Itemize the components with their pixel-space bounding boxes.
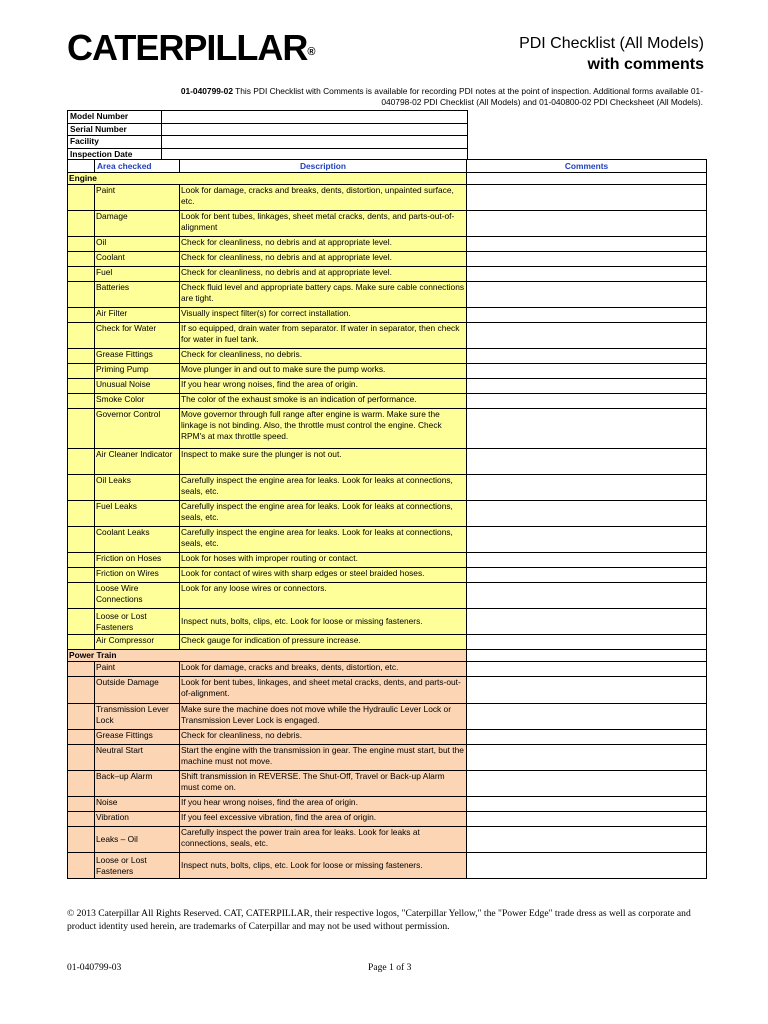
registered-mark: ® <box>307 46 316 58</box>
section-comment-cell <box>467 650 707 662</box>
comments-cell[interactable] <box>467 635 707 650</box>
description-cell: Check for cleanliness, no debris and at appropriate level. <box>180 267 467 282</box>
check-box-cell[interactable] <box>68 677 95 704</box>
check-box-cell[interactable] <box>68 553 95 568</box>
check-box-cell[interactable] <box>68 853 95 879</box>
table-row <box>68 568 707 583</box>
area-checked-cell: Fuel Leaks <box>95 501 180 527</box>
description-cell: Start the engine with the transmission in gear. The engine must start, but the machine must not move. <box>180 745 467 771</box>
comments-cell[interactable] <box>467 252 707 267</box>
area-checked-cell: Air Cleaner Indicator <box>95 449 180 475</box>
comments-cell[interactable] <box>467 237 707 252</box>
description-cell: Check for cleanliness, no debris and at appropriate level. <box>180 252 467 267</box>
comments-cell[interactable] <box>467 609 707 635</box>
check-column-header <box>68 160 95 173</box>
description-cell: Inspect nuts, bolts, clips, etc. Look for loose or missing fasteners. <box>180 853 467 879</box>
area-checked-cell: Noise <box>95 797 180 812</box>
comments-column-header: Comments <box>467 160 707 173</box>
area-checked-cell: Grease Fittings <box>95 730 180 745</box>
table-row <box>68 308 707 323</box>
field-label: Facility <box>68 136 162 149</box>
comments-cell[interactable] <box>467 364 707 379</box>
table-row <box>68 704 707 730</box>
comments-cell[interactable] <box>467 394 707 409</box>
comments-cell[interactable] <box>467 568 707 583</box>
comments-cell[interactable] <box>467 379 707 394</box>
description-column-header: Description <box>180 160 467 173</box>
description-cell: Inspect nuts, bolts, clips, etc. Look for loose or missing fasteners. <box>180 609 467 635</box>
description-cell: Look for damage, cracks and breaks, dents, distortion, unpainted surface, etc. <box>180 185 467 211</box>
field-label: Model Number <box>68 111 162 124</box>
comments-cell[interactable] <box>467 409 707 449</box>
area-checked-cell: Paint <box>95 185 180 211</box>
section-title: Power Train <box>68 650 467 662</box>
area-checked-cell: Smoke Color <box>95 394 180 409</box>
area-checked-cell: Friction on Wires <box>95 568 180 583</box>
description-cell: Check gauge for indication of pressure increase. <box>180 635 467 650</box>
comments-cell[interactable] <box>467 827 707 853</box>
check-box-cell[interactable] <box>68 771 95 797</box>
logo-text: CATERPILLAR <box>67 27 308 68</box>
check-box-cell[interactable] <box>68 267 95 282</box>
table-row <box>68 237 707 252</box>
description-cell: Visually inspect filter(s) for correct installation. <box>180 308 467 323</box>
check-box-cell[interactable] <box>68 797 95 812</box>
checklist-table <box>67 159 707 879</box>
area-checked-cell: Coolant Leaks <box>95 527 180 553</box>
model-number-field[interactable] <box>162 111 468 124</box>
check-box-cell[interactable] <box>68 812 95 827</box>
table-row <box>68 394 707 409</box>
comments-cell[interactable] <box>467 211 707 237</box>
check-box-cell[interactable] <box>68 583 95 609</box>
table-row <box>68 252 707 267</box>
check-box-cell[interactable] <box>68 730 95 745</box>
description-cell: Look for any loose wires or connectors. <box>180 583 467 609</box>
comments-cell[interactable] <box>467 553 707 568</box>
comments-cell[interactable] <box>467 704 707 730</box>
comments-cell[interactable] <box>467 449 707 475</box>
table-row <box>68 282 707 308</box>
document-title <box>519 33 704 75</box>
column-header-row <box>68 160 707 173</box>
facility-field[interactable] <box>162 136 468 149</box>
area-checked-cell: Air Compressor <box>95 635 180 650</box>
note-code: 01-040799-02 <box>180 86 233 96</box>
description-cell: Shift transmission in REVERSE. The Shut-Off, Travel or Back-up Alarm must come on. <box>180 771 467 797</box>
table-row <box>68 323 707 349</box>
table-row <box>68 827 707 853</box>
section-title: Engine <box>68 173 467 185</box>
description-cell: If you hear wrong noises, find the area of origin. <box>180 797 467 812</box>
comments-cell[interactable] <box>467 501 707 527</box>
description-cell: Inspect to make sure the plunger is not out. <box>180 449 467 475</box>
check-box-cell[interactable] <box>68 704 95 730</box>
check-box-cell[interactable] <box>68 449 95 475</box>
check-box-cell[interactable] <box>68 568 95 583</box>
comments-cell[interactable] <box>467 349 707 364</box>
area-checked-cell: Paint <box>95 662 180 677</box>
description-cell: If you hear wrong noises, find the area of origin. <box>180 379 467 394</box>
table-row <box>68 745 707 771</box>
form-code: 01-040799-03 <box>67 962 122 973</box>
check-box-cell[interactable] <box>68 827 95 853</box>
area-checked-cell: Fuel <box>95 267 180 282</box>
title-line-1: PDI Checklist (All Models) <box>519 35 704 52</box>
check-box-cell[interactable] <box>68 501 95 527</box>
description-cell: If so equipped, drain water from separator. If water in separator, then check for water in fuel tank. <box>180 323 467 349</box>
header-row <box>68 136 468 149</box>
table-row <box>68 635 707 650</box>
serial-number-field[interactable] <box>162 123 468 136</box>
note-text: This PDI Checklist with Comments is available for recording PDI notes at the point of inspection. Additional forms available 01-040798-02 PDI Checklist (All Models) and 01-040800-02 PDI Checksheet (All Models). <box>232 86 703 107</box>
area-checked-cell: Check for Water <box>95 323 180 349</box>
description-cell: The color of the exhaust smoke is an indication of performance. <box>180 394 467 409</box>
area-checked-cell: Back–up Alarm <box>95 771 180 797</box>
field-label: Inspection Date <box>68 148 162 161</box>
area-checked-cell: Leaks – Oil <box>95 827 180 853</box>
check-box-cell[interactable] <box>68 349 95 364</box>
check-box-cell[interactable] <box>68 394 95 409</box>
comments-cell[interactable] <box>467 282 707 308</box>
check-box-cell[interactable] <box>68 282 95 308</box>
description-cell: Carefully inspect the engine area for leaks. Look for leaks at connections, seals, etc. <box>180 527 467 553</box>
area-checked-cell: Damage <box>95 211 180 237</box>
check-box-cell[interactable] <box>68 185 95 211</box>
check-box-cell[interactable] <box>68 745 95 771</box>
description-cell: Carefully inspect the power train area for leaks. Look for leaks at connections, seals, etc. <box>180 827 467 853</box>
table-row <box>68 730 707 745</box>
header-fields-table <box>67 110 468 161</box>
comments-cell[interactable] <box>467 662 707 677</box>
check-box-cell[interactable] <box>68 475 95 501</box>
table-row <box>68 853 707 879</box>
table-row <box>68 771 707 797</box>
comments-cell[interactable] <box>467 527 707 553</box>
area-checked-cell: Unusual Noise <box>95 379 180 394</box>
table-row <box>68 364 707 379</box>
title-line-2: with comments <box>587 56 704 73</box>
description-cell: Move plunger in and out to make sure the pump works. <box>180 364 467 379</box>
check-box-cell[interactable] <box>68 237 95 252</box>
comments-cell[interactable] <box>467 853 707 879</box>
check-box-cell[interactable] <box>68 409 95 449</box>
table-row <box>68 501 707 527</box>
area-checked-cell: Loose or Lost Fasteners <box>95 853 180 879</box>
area-checked-cell: Friction on Hoses <box>95 553 180 568</box>
comments-cell[interactable] <box>467 745 707 771</box>
area-column-header: Area checked <box>95 160 180 173</box>
comments-cell[interactable] <box>467 308 707 323</box>
check-box-cell[interactable] <box>68 308 95 323</box>
area-checked-cell: Oil Leaks <box>95 475 180 501</box>
header-row <box>68 123 468 136</box>
table-row <box>68 662 707 677</box>
check-box-cell[interactable] <box>68 364 95 379</box>
table-row <box>68 475 707 501</box>
table-row <box>68 527 707 553</box>
area-checked-cell: Grease Fittings <box>95 349 180 364</box>
table-row <box>68 349 707 364</box>
check-box-cell[interactable] <box>68 635 95 650</box>
description-cell: Look for bent tubes, linkages, and sheet metal cracks, dents, and parts-out-of-alignment. <box>180 677 467 704</box>
description-cell: Look for damage, cracks and breaks, dents, distortion, etc. <box>180 662 467 677</box>
section-row <box>68 650 707 662</box>
description-cell: Check fluid level and appropriate battery caps. Make sure cable connections are tight. <box>180 282 467 308</box>
comments-cell[interactable] <box>467 677 707 704</box>
header-row <box>68 111 468 124</box>
caterpillar-logo <box>67 28 315 68</box>
description-cell: Look for contact of wires with sharp edges or steel braided hoses. <box>180 568 467 583</box>
area-checked-cell: Vibration <box>95 812 180 827</box>
comments-cell[interactable] <box>467 475 707 501</box>
description-cell: Move governor through full range after engine is warm. Make sure the linkage is not binding. Also, the throttle must control the engine. Check RPM's at max throttle speed. <box>180 409 467 449</box>
table-row <box>68 553 707 568</box>
area-checked-cell: Governor Control <box>95 409 180 449</box>
table-row <box>68 797 707 812</box>
section-row <box>68 173 707 185</box>
description-cell: Look for hoses with improper routing or contact. <box>180 553 467 568</box>
table-row <box>68 812 707 827</box>
table-row <box>68 677 707 704</box>
comments-cell[interactable] <box>467 185 707 211</box>
intro-note <box>180 86 703 108</box>
description-cell: Carefully inspect the engine area for leaks. Look for leaks at connections, seals, etc. <box>180 475 467 501</box>
comments-cell[interactable] <box>467 583 707 609</box>
table-row <box>68 449 707 475</box>
description-cell: Check for cleanliness, no debris and at appropriate level. <box>180 237 467 252</box>
table-row <box>68 379 707 394</box>
table-row <box>68 609 707 635</box>
check-box-cell[interactable] <box>68 379 95 394</box>
table-row <box>68 267 707 282</box>
comments-cell[interactable] <box>467 797 707 812</box>
area-checked-cell: Loose or Lost Fasteners <box>95 609 180 635</box>
table-row <box>68 211 707 237</box>
check-box-cell[interactable] <box>68 252 95 267</box>
description-cell: Look for bent tubes, linkages, sheet metal cracks, dents, and parts-out-of-alignment <box>180 211 467 237</box>
page-number: Page 1 of 3 <box>368 962 412 973</box>
comments-cell[interactable] <box>467 812 707 827</box>
check-box-cell[interactable] <box>68 323 95 349</box>
table-row <box>68 409 707 449</box>
section-comment-cell <box>467 173 707 185</box>
check-box-cell[interactable] <box>68 609 95 635</box>
area-checked-cell: Air Filter <box>95 308 180 323</box>
check-box-cell[interactable] <box>68 211 95 237</box>
copyright-notice: © 2013 Caterpillar All Rights Reserved. CAT, CATERPILLAR, their respective logos, "Caterpillar Yellow," the "Power Edge" trade dress as well as corporate and product identity used herein, are trademarks of Caterpillar and may not be used without permission. <box>67 908 691 932</box>
check-box-cell[interactable] <box>68 527 95 553</box>
description-cell: Check for cleanliness, no debris. <box>180 730 467 745</box>
field-label: Serial Number <box>68 123 162 136</box>
area-checked-cell: Oil <box>95 237 180 252</box>
area-checked-cell: Coolant <box>95 252 180 267</box>
comments-cell[interactable] <box>467 730 707 745</box>
area-checked-cell: Outside Damage <box>95 677 180 704</box>
area-checked-cell: Neutral Start <box>95 745 180 771</box>
description-cell: Carefully inspect the engine area for leaks. Look for leaks at connections, seals, etc. <box>180 501 467 527</box>
area-checked-cell: Transmission Lever Lock <box>95 704 180 730</box>
comments-cell[interactable] <box>467 267 707 282</box>
area-checked-cell: Loose Wire Connections <box>95 583 180 609</box>
comments-cell[interactable] <box>467 771 707 797</box>
description-cell: Make sure the machine does not move while the Hydraulic Lever Lock or Transmission Lever Lock is engaged. <box>180 704 467 730</box>
table-row <box>68 583 707 609</box>
check-box-cell[interactable] <box>68 662 95 677</box>
area-checked-cell: Batteries <box>95 282 180 308</box>
description-cell: Check for cleanliness, no debris. <box>180 349 467 364</box>
comments-cell[interactable] <box>467 323 707 349</box>
table-row <box>68 185 707 211</box>
area-checked-cell: Priming Pump <box>95 364 180 379</box>
description-cell: If you feel excessive vibration, find the area of origin. <box>180 812 467 827</box>
